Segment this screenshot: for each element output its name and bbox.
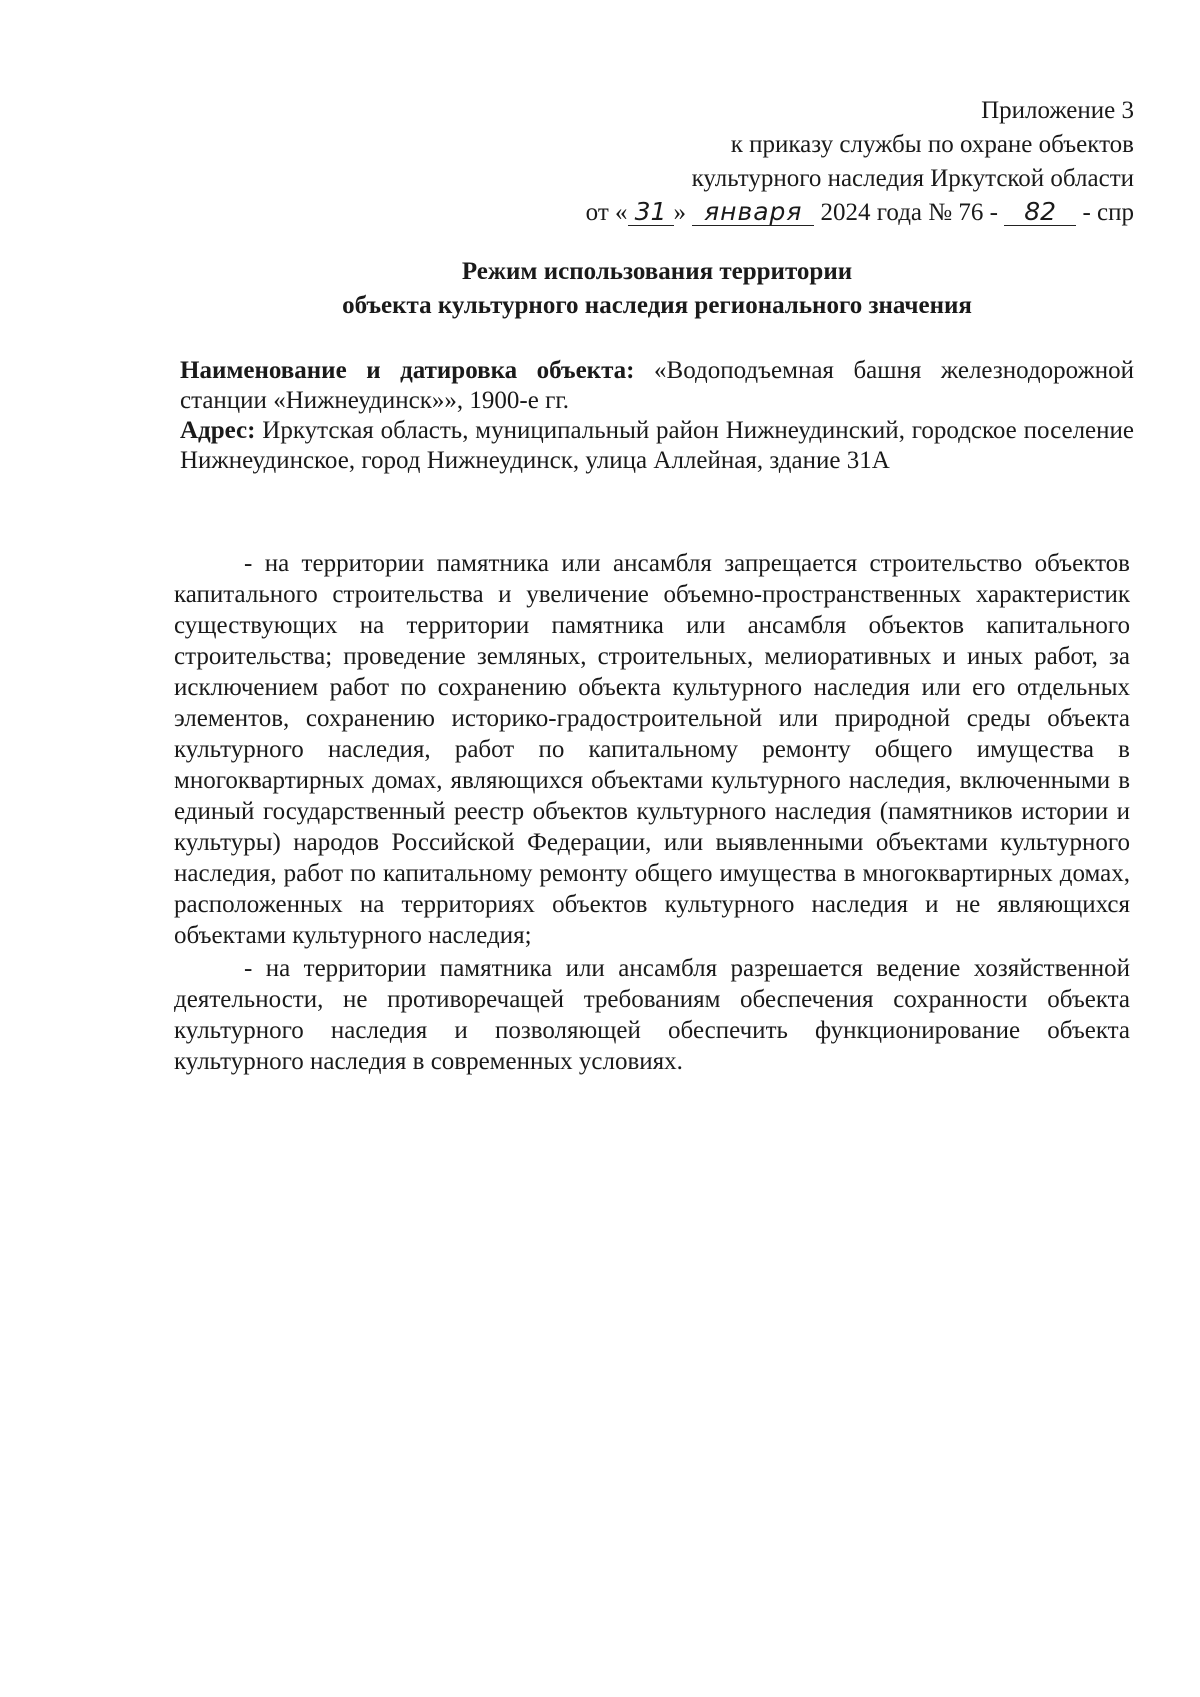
appendix-date-line [494,196,1134,230]
appendix-order-reference: к приказу службы по охране объектов [730,131,1134,158]
title-line-2: объекта культурного наследия регионального значения [342,292,972,319]
appendix-header [494,94,1134,230]
document-title [180,255,1134,323]
handwritten-month: января [692,199,814,226]
date-quote-close: » [673,199,687,226]
handwritten-order-number: 82 [1004,199,1076,226]
title-line-1: Режим использования территории [461,258,853,285]
object-address-paragraph [180,416,1134,476]
object-address-label: Адрес: [180,417,256,444]
rule-permissions: - на территории памятника или ансамбля разрешается ведение хозяйственной деятельности, не противоречащей требованиям обеспечения сохранности объекта культурного наследия и позволяющей обеспечить функционирование объекта культурного наследия в современных условиях. [174,955,1130,1075]
usage-rules [174,548,1130,1077]
handwritten-day: 31 [628,199,674,226]
order-suffix: - спр [1082,199,1134,226]
object-name-value: «Водоподъемная башня железнодорожной станции «Нижнеудинск»», 1900-е гг. [180,357,1134,414]
date-prefix: от « [585,199,628,226]
appendix-authority: культурного наследия Иркутской области [691,165,1134,192]
year-number-text: 2024 года № 76 - [820,199,998,226]
object-info [180,356,1134,476]
object-address-value: Иркутская область, муниципальный район Нижнеудинский, городское поселение Нижнеудинское, город Нижнеудинск, улица Аллейная, здание 31А [180,417,1135,474]
appendix-title: Приложение 3 [981,97,1134,124]
object-name-label: Наименование и датировка объекта: [180,357,635,384]
rule-prohibitions: - на территории памятника или ансамбля запрещается строительство объектов капитального строительства и увеличение объемно-пространственных характеристик существующих на территории памятника или ансамбля объектов капитального строительства; проведение земляных, строительных, мелиоративных и иных работ, за исключением работ по сохранению объекта культурного наследия или его отдельных элементов, сохранению историко-градостроительной или природной среды объекта культурного наследия, работ по капитальному ремонту общего имущества в многоквартирных домах, являющихся объектами культурного наследия, включенными в единый государственный реестр объектов культурного наследия (памятников истории и культуры) народов Российской Федерации, или выявленными объектами культурного наследия, работ по капитальному ремонту общего имущества в многоквартирных домах, расположенных на территориях объектов культурного наследия и не являющихся объектами культурного наследия; [174,550,1130,949]
object-name-paragraph [180,356,1134,416]
